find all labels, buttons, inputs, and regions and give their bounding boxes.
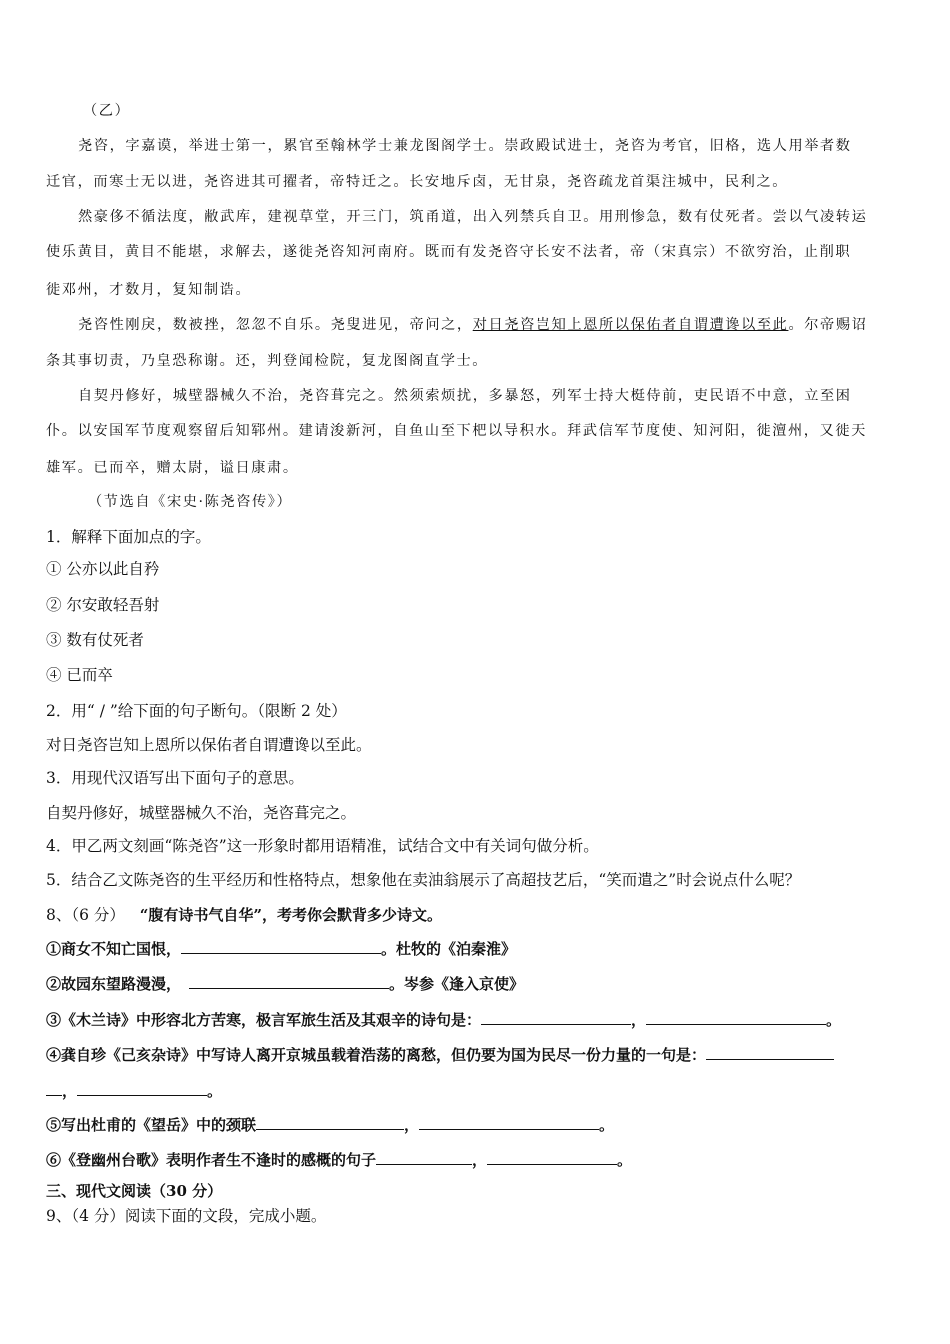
passage-line: 使乐黄目，黄目不能堪，求解去，遂徙尧咨知河南府。既而有发尧咨守长安不法者，帝（宋真宗）不欲穷治，止削职 <box>46 244 852 260</box>
recitation-item-1 <box>46 938 904 959</box>
answer-blank[interactable] <box>419 1114 599 1130</box>
answer-blank[interactable] <box>646 1009 826 1025</box>
passage-line: 雄军。已而卒，赠太尉，谥日康肃。 <box>46 460 299 476</box>
question-9: 9、（4 分）阅读下面的文段，完成小题。 <box>46 1207 327 1225</box>
passage-text: 尧咨性刚戾，数被挫，忽忽不自乐。尧叟进见，帝问之， <box>78 317 473 333</box>
comma: ， <box>631 1011 647 1029</box>
comma: ， <box>472 1151 488 1169</box>
answer-blank[interactable] <box>189 973 389 989</box>
recitation-item-5 <box>46 1114 904 1135</box>
recitation-item-3 <box>46 1009 904 1030</box>
passage-line: 自契丹修好，城壁器械久不治，尧咨葺完之。然须索烦扰，多暴怒，列军士持大梃侍前，吏民语不中意，立至困 <box>78 388 852 404</box>
question-1-item: ② 尔安敢轻吾射 <box>46 596 160 614</box>
passage-header: （乙） <box>83 103 131 119</box>
answer-blank[interactable] <box>46 1080 62 1096</box>
question-2-text: 对日尧咨岂知上恩所以保佑者自谓遭谗以至此。 <box>46 736 372 754</box>
period: 。 <box>599 1116 615 1134</box>
underlined-sentence: 对日尧咨岂知上恩所以保佑者自谓遭谗以至此 <box>472 317 789 333</box>
recitation-item-4 <box>46 1044 904 1065</box>
recitation-text: 。岑参《逢入京使》 <box>389 975 525 993</box>
passage-line: 徙邓州，才数月，复知制诰。 <box>46 282 252 298</box>
answer-blank[interactable] <box>487 1149 617 1165</box>
answer-blank[interactable] <box>181 938 381 954</box>
passage-line <box>78 315 904 335</box>
question-3-text: 自契丹修好，城壁器械久不治，尧咨葺完之。 <box>46 804 357 822</box>
recitation-item-6 <box>46 1149 904 1170</box>
recitation-text: 。杜牧的《泊秦淮》 <box>381 940 517 958</box>
passage-line: 迁官，而寒士无以进，尧咨进其可擢者，帝特迁之。长安地斥卤，无甘泉，尧咨疏龙首渠注城中，民利之。 <box>46 174 789 190</box>
answer-blank[interactable] <box>256 1114 404 1130</box>
question-2: 2．用“ / ”给下面的句子断句。（限断 2 处） <box>46 702 347 720</box>
recitation-text: ①商女不知亡国恨， <box>46 940 182 958</box>
section-3-title: 三、现代文阅读（30 分） <box>46 1182 223 1200</box>
question-8-number: 8、（6 分） <box>46 906 125 924</box>
question-1-item: ④ 已而卒 <box>46 666 113 684</box>
question-1: 1．解释下面加点的字。 <box>46 528 211 546</box>
recitation-text: ④龚自珍《己亥杂诗》中写诗人离开京城虽载着浩荡的离愁，但仍要为国为民尽一份力量的一句是： <box>46 1046 707 1064</box>
period: 。 <box>826 1011 842 1029</box>
question-8-title <box>46 905 904 925</box>
comma: ， <box>62 1082 78 1100</box>
answer-blank[interactable] <box>481 1009 631 1025</box>
period: 。 <box>617 1151 633 1169</box>
recitation-item-4-continued <box>46 1080 904 1101</box>
answer-blank[interactable] <box>77 1080 207 1096</box>
recitation-text: ⑤写出杜甫的《望岳》中的颈联 <box>46 1116 257 1134</box>
passage-line: 然豪侈不循法度，敝武库，建视草堂，开三门，筑甬道，出入列禁兵自卫。用刑惨急，数有仗死者。尝以气凌转运 <box>78 209 868 225</box>
recitation-item-2 <box>46 973 904 994</box>
question-1-item: ① 公亦以此自矜 <box>46 560 160 578</box>
comma: ， <box>404 1116 420 1134</box>
question-8-prompt: “腹有诗书气自华”，考考你会默背多少诗文。 <box>139 906 442 924</box>
passage-line: 仆。以安国军节度观察留后知郓州。建请浚新河，自鱼山至下杷以导积水。拜武信军节度使、知河阳，徙澶州，又徙天 <box>46 423 867 439</box>
question-3: 3．用现代汉语写出下面句子的意思。 <box>46 769 304 787</box>
answer-blank[interactable] <box>376 1149 472 1165</box>
question-4: 4．甲乙两文刻画“陈尧咨”这一形象时都用语精准，试结合文中有关词句做分析。 <box>46 837 599 855</box>
passage-line: 尧咨，字嘉谟，举进士第一，累官至翰林学士兼龙图阁学士。崇政殿试进士，尧咨为考官，旧格，选人用举者数 <box>78 138 852 154</box>
recitation-text: ③《木兰诗》中形容北方苦寒，极言军旅生活及其艰辛的诗句是： <box>46 1011 482 1029</box>
period: 。 <box>207 1082 223 1100</box>
recitation-text: ⑥《登幽州台歌》表明作者生不逢时的感概的句子 <box>46 1151 377 1169</box>
recitation-text: ②故园东望路漫漫， <box>46 975 182 993</box>
question-5: 5．结合乙文陈尧咨的生平经历和性格特点，想象他在卖油翁展示了高超技艺后，“笑而遣之”时会说点什么呢？ <box>46 871 801 889</box>
answer-blank[interactable] <box>706 1044 834 1060</box>
passage-source: （节选自《宋史·陈尧咨传》） <box>88 494 293 510</box>
question-1-item: ③ 数有仗死者 <box>46 631 144 649</box>
passage-line: 条其事切责，乃皇恐称谢。还，判登闻检院，复龙图阁直学士。 <box>46 353 489 369</box>
passage-text: 。尔帝赐诏 <box>788 317 868 333</box>
